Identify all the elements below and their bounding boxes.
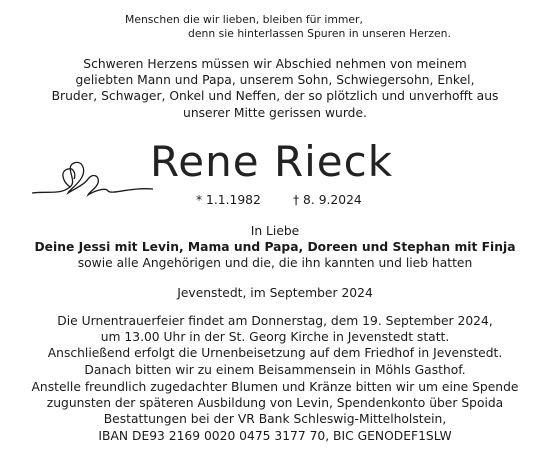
donation-line: Bestattungen bei der VR Bank Schleswig-Mittelholstein, (103, 412, 447, 427)
motto-line-1: Menschen die wir lieben, bleiben für immer, (125, 13, 363, 26)
announcement-line: Bruder, Schwager, Onkel und Neffen, der so plötzlich und unverhofft aus (51, 89, 499, 104)
deceased-name: Rene Rieck (150, 137, 394, 186)
ceremony-line: um 13.00 Uhr in der St. Georg Kirche in Jevenstedt statt. (100, 330, 450, 345)
announcement-line: geliebten Mann und Papa, unserem Sohn, Schwiegersohn, Enkel, (75, 73, 475, 88)
ceremony-text (0, 313, 550, 378)
announcement-text (0, 56, 550, 121)
donation-line: IBAN DE93 2169 0020 0475 3177 70, BIC GENODEF1SLW (98, 428, 452, 443)
ceremony-line: Anschließend erfolgt die Urnenbeisetzung auf dem Friedhof in Jevenstedt. (47, 346, 503, 361)
donation-text (0, 379, 550, 444)
ceremony-line: Die Urnentrauerfeier findet am Donnerstag, dem 19. September 2024, (57, 314, 493, 328)
mourners-others: sowie alle Angehörigen und die, die ihn kannten und lieb hatten (77, 256, 473, 271)
motto-line-2: denn sie hinterlassen Spuren in unseren Herzen. (188, 27, 451, 40)
ceremony-line: Danach bitten wir zu einem Beisammensein in Möhls Gasthof. (84, 362, 466, 377)
announcement-line: unserer Mitte gerissen wurde. (183, 105, 367, 120)
mourners-block (0, 223, 550, 272)
announcement-line: Schweren Herzens müssen wir Abschied nehmen von meinem (83, 57, 467, 71)
mourners-intro: In Liebe (250, 224, 300, 238)
donation-line: Anstelle freundlich zugedachter Blumen und Kränze bitten wir um eine Spende (31, 380, 519, 394)
death-date: † 8. 9.2024 (293, 193, 362, 207)
place-date: Jevenstedt, im September 2024 (177, 286, 373, 300)
two-hearts-line-icon (30, 155, 155, 200)
birth-date: * 1.1.1982 (196, 193, 261, 207)
mourners-family: Deine Jessi mit Levin, Mama und Papa, Doreen und Stephan mit Finja (34, 240, 516, 255)
donation-line: zugunsten der späteren Ausbildung von Levin, Spendenkonto über Spoida (46, 396, 504, 411)
